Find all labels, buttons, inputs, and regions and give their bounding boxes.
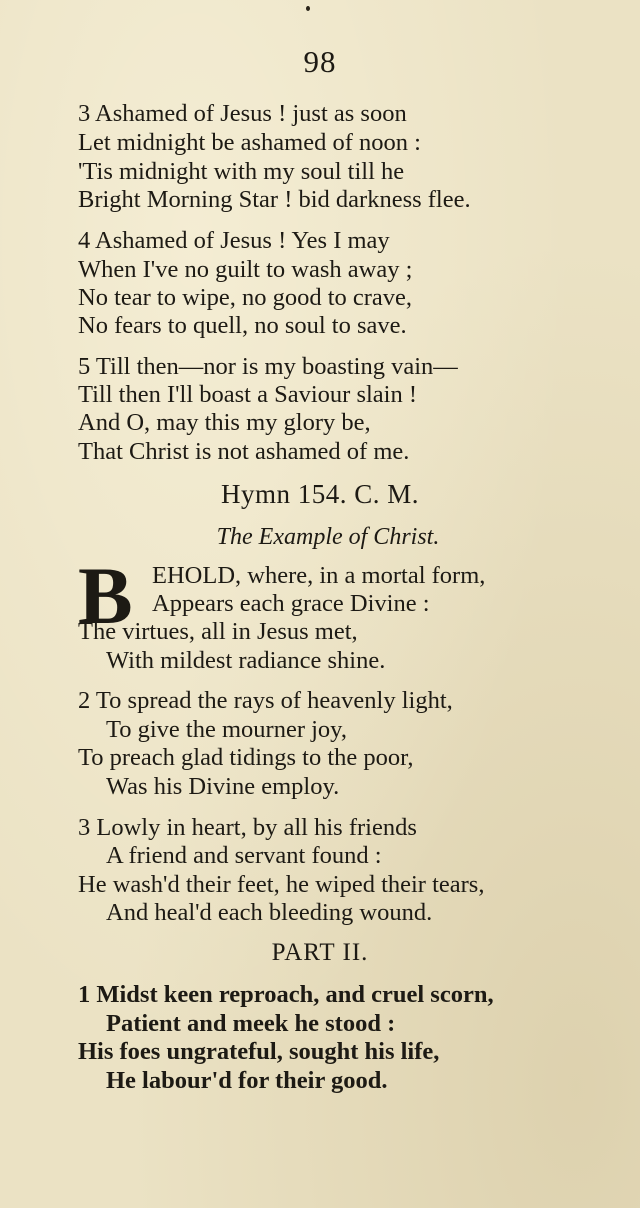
verse-line: His foes ungrateful, sought his life, bbox=[78, 1038, 440, 1065]
verse-line: Till then I'll boast a Saviour slain ! bbox=[78, 381, 418, 408]
verse-line: To give the mourner joy, bbox=[106, 716, 347, 743]
verse-line: 'Tis midnight with my soul till he bbox=[78, 158, 405, 185]
verse-line: 3 Lowly in heart, by all his friends bbox=[78, 814, 417, 841]
verse-line: Bright Morning Star ! bid darkness flee. bbox=[78, 186, 471, 213]
verse-line: 5 Till then—nor is my boasting vain— bbox=[78, 353, 458, 380]
verse-line: Appears each grace Divine : bbox=[152, 590, 430, 617]
page-number: 98 bbox=[303, 44, 337, 79]
verse-line: He wash'd their feet, he wiped their tears, bbox=[78, 871, 485, 898]
verse-line: EHOLD, where, in a mortal form, bbox=[152, 562, 486, 589]
verse-line: 4 Ashamed of Jesus ! Yes I may bbox=[78, 227, 390, 254]
verse-line: And heal'd each bleeding wound. bbox=[106, 899, 433, 926]
hymn-title: Hymn 154. C. M. bbox=[220, 479, 420, 509]
hymn-subtitle: The Example of Christ. bbox=[216, 524, 440, 550]
drop-cap-letter: B bbox=[78, 550, 133, 641]
verse-line: No tear to wipe, no good to crave, bbox=[78, 284, 413, 311]
verse-line: And O, may this my glory be, bbox=[78, 409, 371, 436]
verse-line: No fears to quell, no soul to save. bbox=[78, 312, 407, 339]
verse-line: 3 Ashamed of Jesus ! just as soon bbox=[78, 100, 407, 127]
verse-line: To preach glad tidings to the poor, bbox=[78, 744, 414, 771]
verse-line: 2 To spread the rays of heavenly light, bbox=[78, 687, 453, 714]
verse-line: Let midnight be ashamed of noon : bbox=[78, 129, 421, 156]
ink-speck bbox=[306, 6, 310, 11]
verse-line: Was his Divine employ. bbox=[106, 773, 340, 800]
verse-line: With mildest radiance shine. bbox=[106, 647, 386, 674]
verse-line: He labour'd for their good. bbox=[106, 1067, 388, 1094]
verse-line: Patient and meek he stood : bbox=[106, 1010, 396, 1037]
verse-line: A friend and servant found : bbox=[106, 842, 382, 869]
verse-line: That Christ is not ashamed of me. bbox=[78, 438, 410, 465]
verse-line: When I've no guilt to wash away ; bbox=[78, 256, 413, 283]
verse-line: The virtues, all in Jesus met, bbox=[78, 618, 358, 645]
verse-line: 1 Midst keen reproach, and cruel scorn, bbox=[78, 981, 494, 1008]
part-heading: PART II. bbox=[271, 939, 369, 966]
